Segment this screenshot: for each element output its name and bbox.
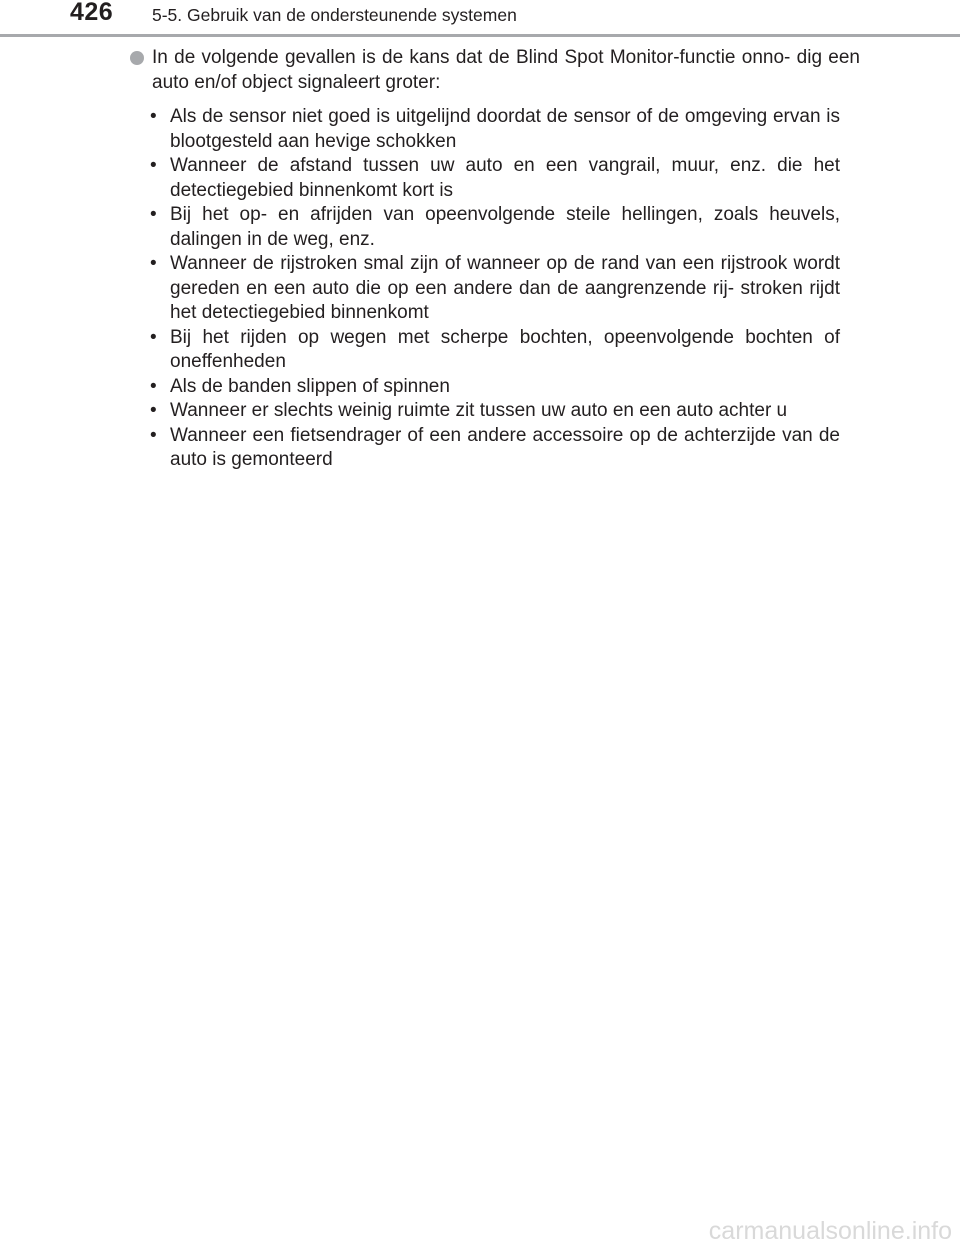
watermark: carmanualsonline.info	[708, 1217, 952, 1245]
list-item	[150, 375, 840, 400]
list-item	[150, 154, 840, 203]
list-item	[150, 399, 840, 424]
list-item-text: Wanneer de afstand tussen uw auto en een vangrail, muur, enz. die het detectiegebied binnenkomt kort is	[170, 155, 840, 201]
list-item	[150, 105, 840, 154]
list-item	[150, 203, 840, 252]
lead-text: In de volgende gevallen is de kans dat de Blind Spot Monitor-functie onno- dig een auto en/of object signaleert groter:	[152, 47, 860, 93]
list-item-text: Wanneer de rijstroken smal zijn of wanneer op de rand van een rijstrook wordt gereden en een auto die op een andere dan de aangrenzende rij- stroken rijdt het detectiegebied binnenkomt	[170, 253, 840, 323]
bullet-icon: •	[150, 253, 157, 274]
bullet-icon: •	[150, 155, 157, 176]
list-item-text: Bij het rijden op wegen met scherpe bochten, opeenvolgende bochten of oneffenheden	[170, 326, 840, 372]
bullet-icon: •	[150, 375, 157, 397]
bullet-icon: •	[150, 400, 157, 421]
section-title: 5-5. Gebruik van de ondersteunende systemen	[152, 5, 517, 25]
list-item	[150, 424, 840, 473]
list-item-text: Als de sensor niet goed is uitgelijnd doordat de sensor of de omgeving ervan is blootgesteld aan hevige schokken	[170, 106, 840, 152]
bullet-icon: •	[150, 106, 157, 127]
lead-paragraph	[130, 46, 860, 95]
list-item-text: Wanneer er slechts weinig ruimte zit tussen uw auto en een auto achter u	[170, 400, 788, 421]
page-number: 426	[70, 0, 114, 26]
list-item-text: Wanneer een fietsendrager of een andere accessoire op de achterzijde van de auto is gemonteerd	[170, 424, 840, 470]
condition-list	[130, 105, 860, 473]
header-rule	[0, 34, 960, 37]
page-header	[0, 0, 960, 40]
list-item	[150, 252, 840, 326]
list-item-text: Bij het op- en afrijden van opeenvolgende steile hellingen, zoals heuvels, dalingen in de weg, enz.	[170, 204, 840, 250]
list-item	[150, 326, 840, 375]
bullet-icon: •	[150, 326, 157, 348]
circle-bullet-icon	[130, 51, 144, 65]
main-content	[130, 46, 860, 473]
list-item-text: Als de banden slippen of spinnen	[170, 375, 450, 397]
bullet-icon: •	[150, 204, 157, 225]
bullet-icon: •	[150, 424, 157, 446]
